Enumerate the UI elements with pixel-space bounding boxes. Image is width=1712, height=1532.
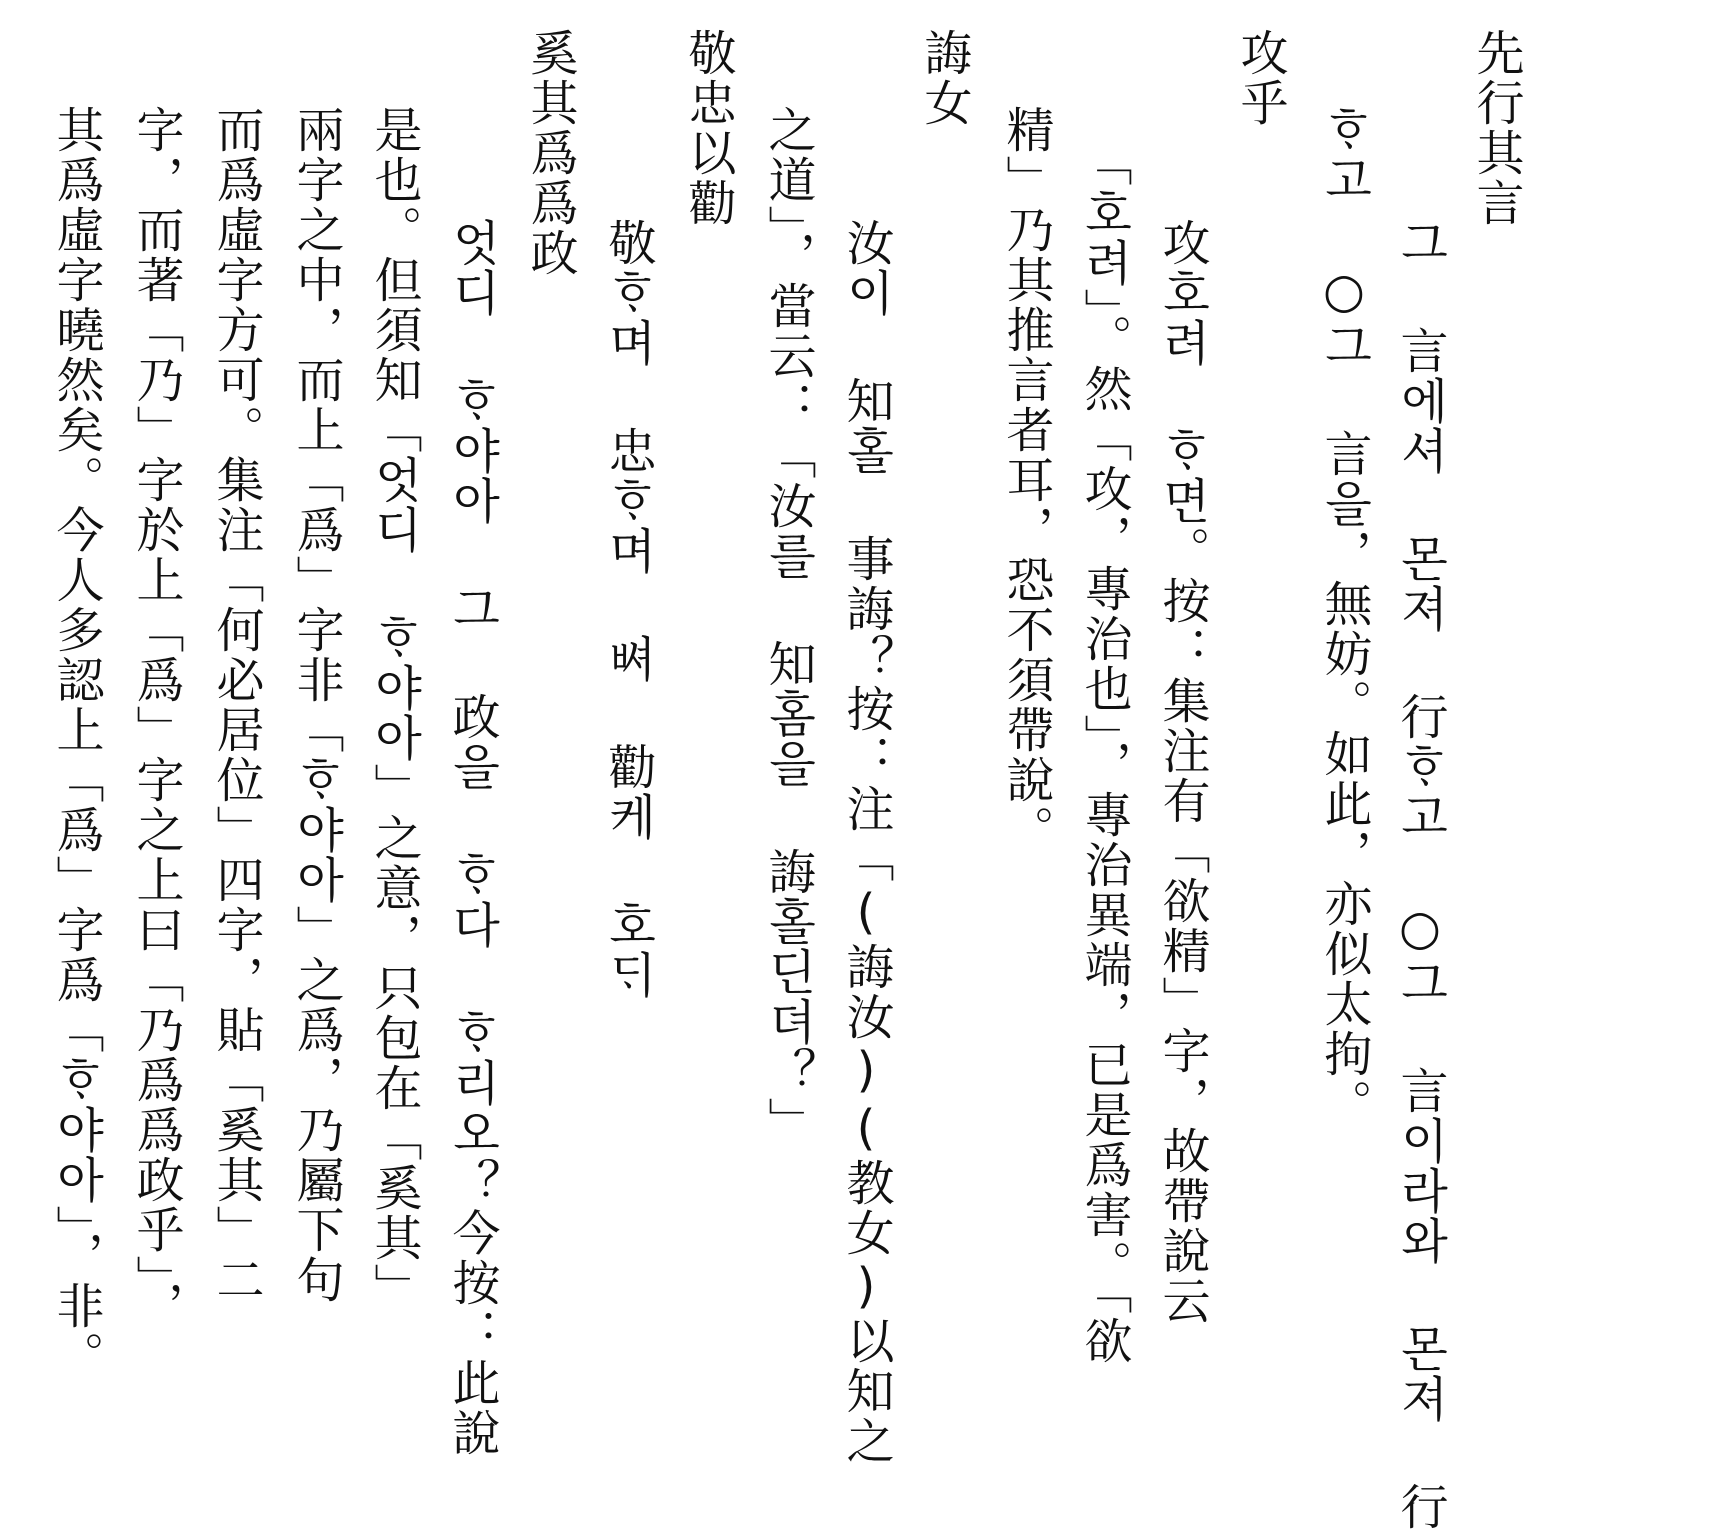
- text-column: 而爲虛字方可。集注「何必居位」四字，貼「奚其」二: [208, 105, 264, 1305]
- heading-xian-xing-qi-yan: 先行其言: [1468, 28, 1524, 228]
- text-column: 「호려」。然「攻，專治也」，專治異端，已是爲害。「欲: [1076, 138, 1132, 1366]
- text-column: 之道」，當云：「汝를 知홈을 誨홀딘뎌？」: [760, 105, 816, 1147]
- text-column: 그 言에셔 몬져 行ᄒᆞ고 ○그 言이라와 몬져 行: [1392, 218, 1448, 1532]
- text-column: 攻호려 ᄒᆞ면。按：集注有「欲精」字，故帶說云: [1154, 218, 1210, 1326]
- heading-gong-hu: 攻乎: [1232, 28, 1288, 128]
- text-column: 字，而著「乃」字於上「爲」字之上曰「乃爲爲政乎」，: [128, 105, 184, 1331]
- text-column: 汝이 知홀 事誨？按：注「(誨汝)(教女)以知之: [838, 218, 894, 1466]
- text-column: 其爲虛字曉然矣。今人多認上「爲」字爲「ᄒᆞ야아」，非。: [48, 105, 104, 1381]
- heading-xi-qi-wei-wei-zheng: 奚其爲爲政: [522, 28, 578, 278]
- heading-jing-zhong-yi-quan: 敬忠以勸: [680, 28, 736, 228]
- text-column: 精」乃其推言者耳，恐不須帶說。: [998, 105, 1054, 855]
- text-column: 엇디 ᄒᆞ야아 그 政을 ᄒᆞ다 ᄒᆞ리오？今按：此說: [444, 218, 500, 1458]
- text-column: 敬ᄒᆞ며 忠ᄒᆞ며 ᄡᅧ 勸케 호ᄃᆡ: [600, 218, 656, 1000]
- text-column: 兩字之中，而上「爲」字非「ᄒᆞ야아」之爲，乃屬下句: [288, 105, 344, 1305]
- text-column: ᄒᆞ고 ○그 言을，無妨。如此，亦似太拘。: [1316, 105, 1372, 1129]
- text-column: 是也。但須知「엇디 ᄒᆞ야아」之意，只包在「奚其」: [366, 105, 422, 1313]
- heading-hui-ru: 誨女: [916, 28, 972, 128]
